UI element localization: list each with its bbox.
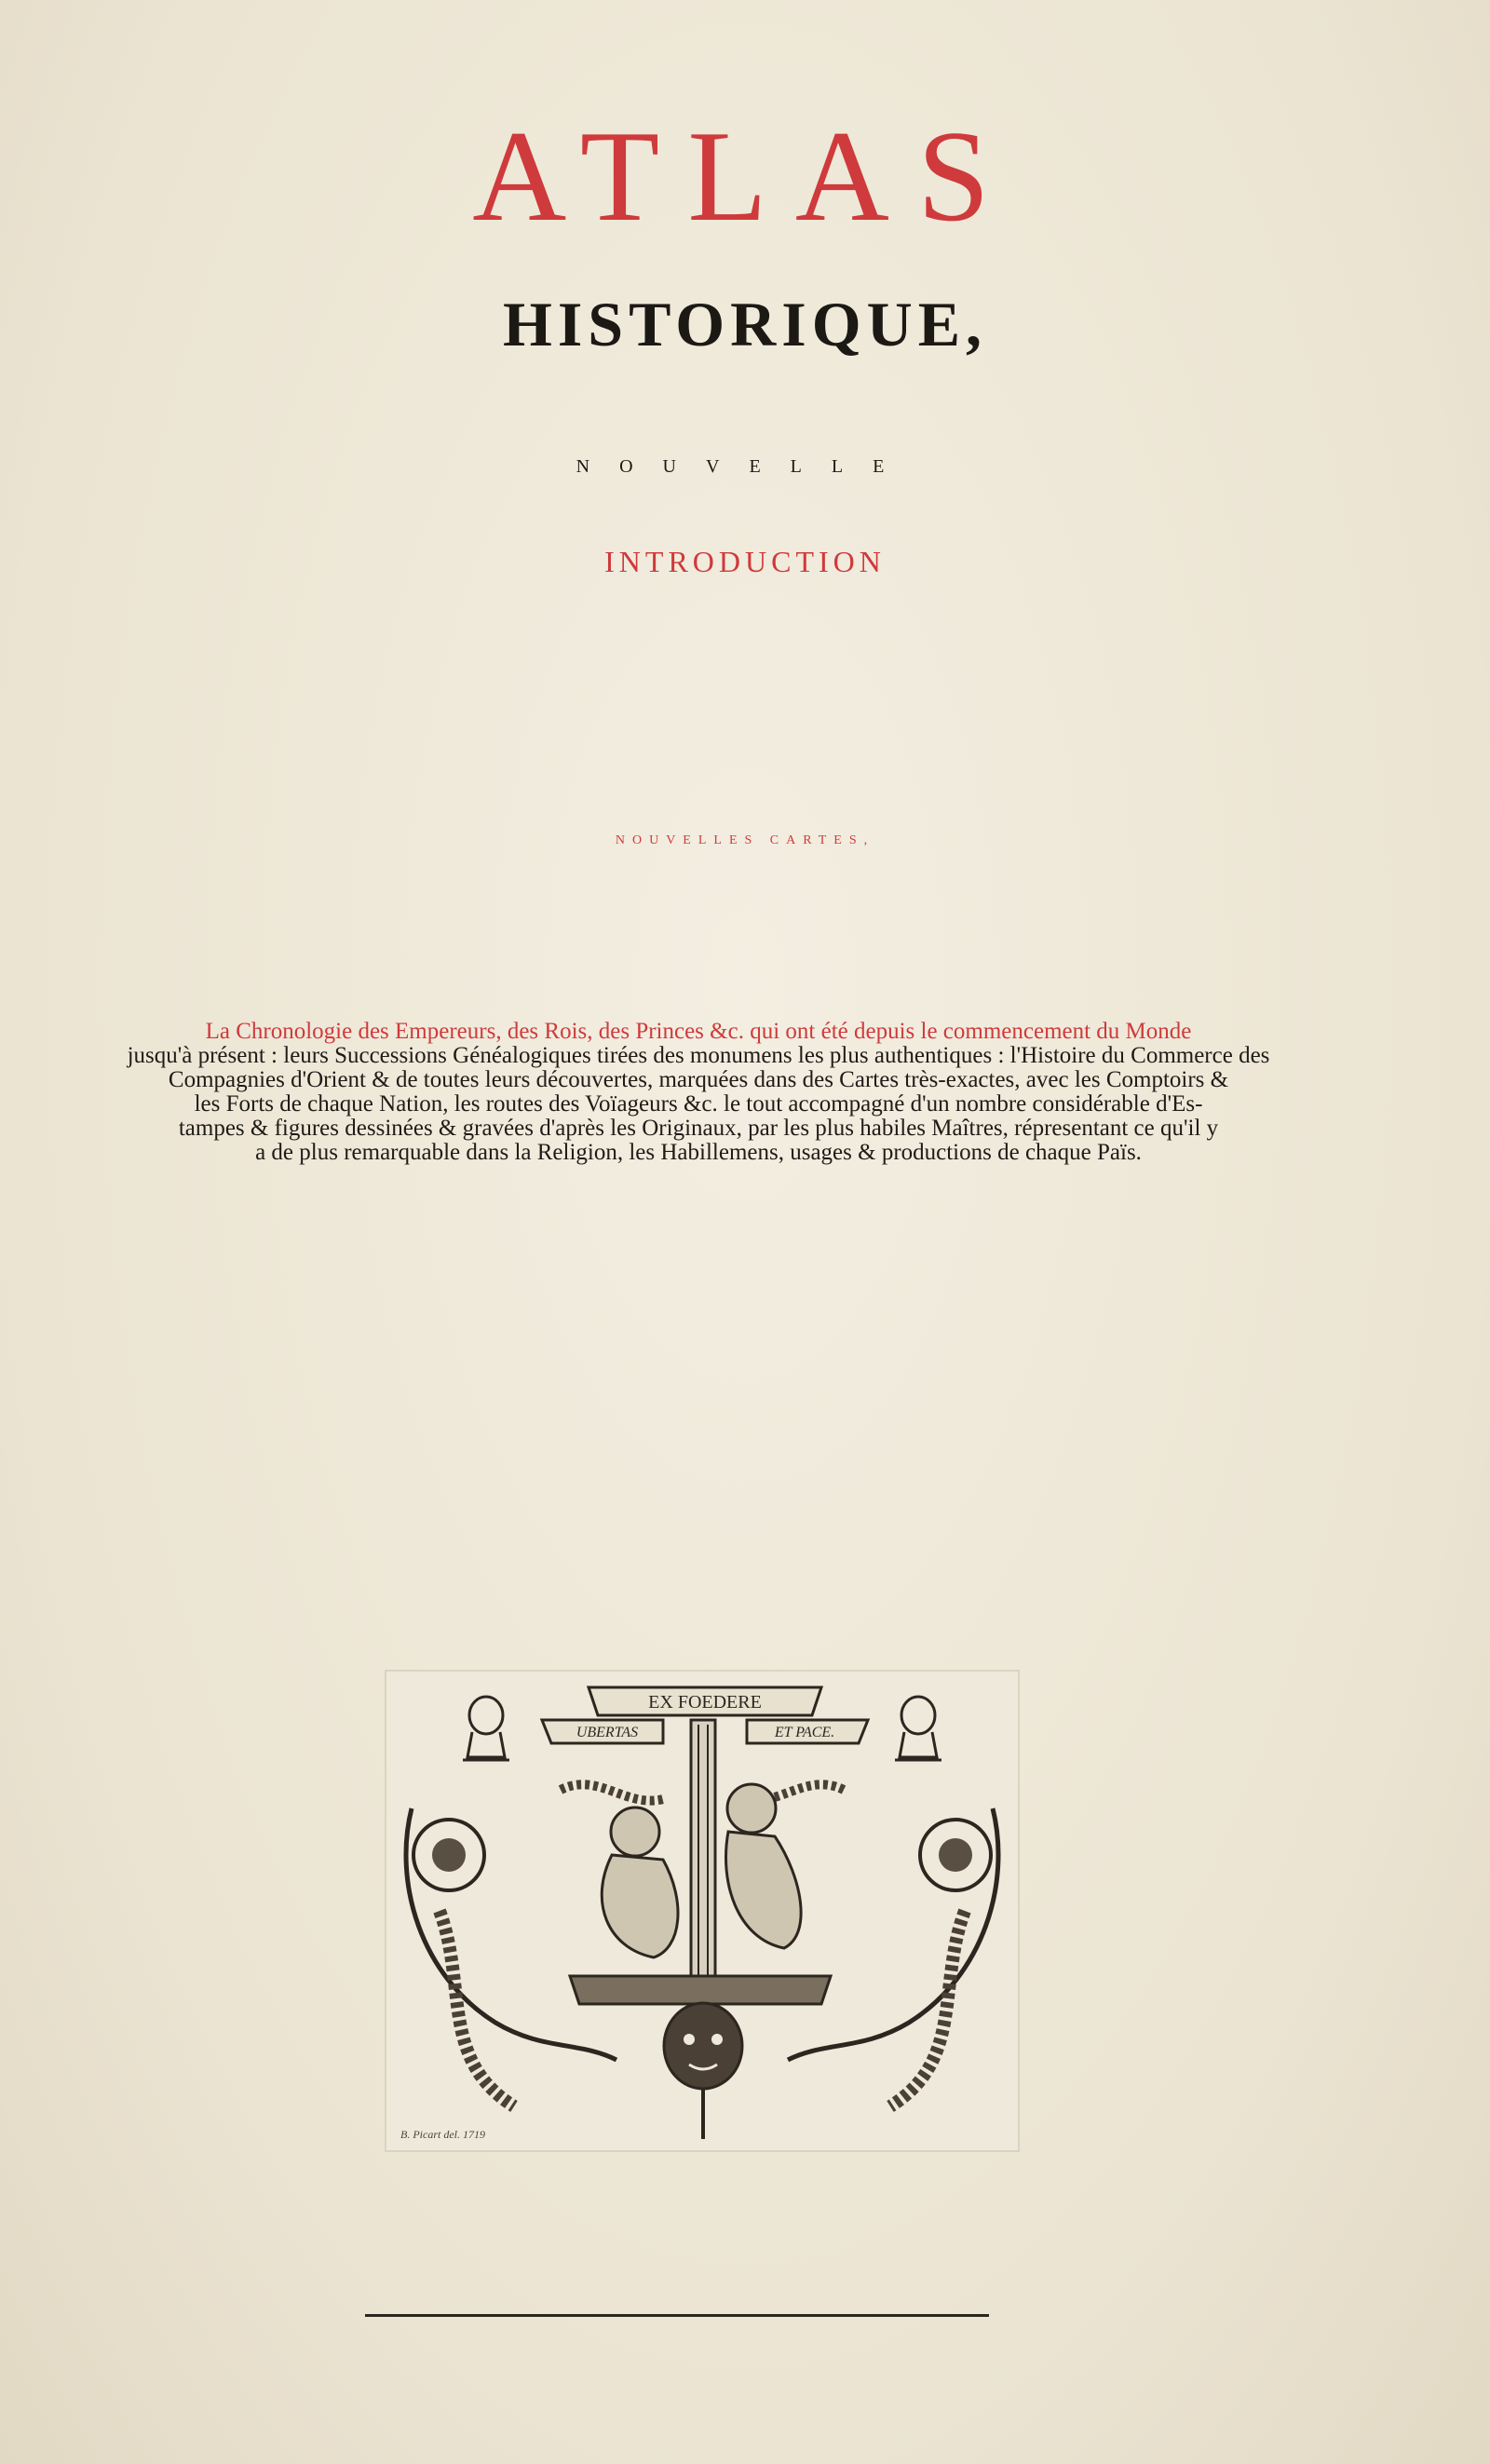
engraved-vignette: [384, 1669, 1021, 2153]
title-introduction: INTRODUCTION: [604, 545, 886, 578]
motto-top: EX FOEDERE: [648, 1692, 762, 1713]
paragraph-line: jusqu'à présent : leurs Successions Généalogiques tirées des monumens les plus authentiques : l'Histoire du Commerce des: [127, 1043, 1270, 1068]
title-atlas: ATLAS: [472, 104, 1018, 249]
nouvelles-cartes: NOUVELLES CARTES,: [615, 833, 875, 847]
mask-icon: [664, 2003, 742, 2089]
motto-left: UBERTAS: [576, 1725, 639, 1740]
motto-right: ET PACE.: [774, 1725, 835, 1740]
paragraph-line: a de plus remarquable dans la Religion, les Habillemens, usages & productions de chaque Païs.: [255, 1140, 1142, 1165]
title-historique: HISTORIQUE,: [502, 289, 988, 359]
paragraph-line-red: La Chronologie des Empereurs, des Rois, des Princes &c. qui ont été depuis le commencement du Monde: [205, 1019, 1192, 1044]
imprint-rule: [365, 2314, 989, 2317]
engraver-credit: B. Picart del. 1719: [400, 2128, 485, 2141]
title-nouvelle: NOUVELLE: [576, 456, 914, 477]
contents-paragraph: [112, 1020, 1285, 1165]
paragraph-line: tampes & figures dessinées & gravées d'après les Originaux, par les plus habiles Maîtres, répresentant ce qu'il y: [178, 1116, 1219, 1141]
paragraph-line: les Forts de chaque Nation, les routes des Voïageurs &c. le tout accompagné d'un nombre considérable d'Es-: [194, 1091, 1203, 1117]
paragraph-line: Compagnies d'Orient & de toutes leurs découvertes, marquées dans des Cartes très-exactes, avec les Comptoirs &: [168, 1067, 1229, 1092]
